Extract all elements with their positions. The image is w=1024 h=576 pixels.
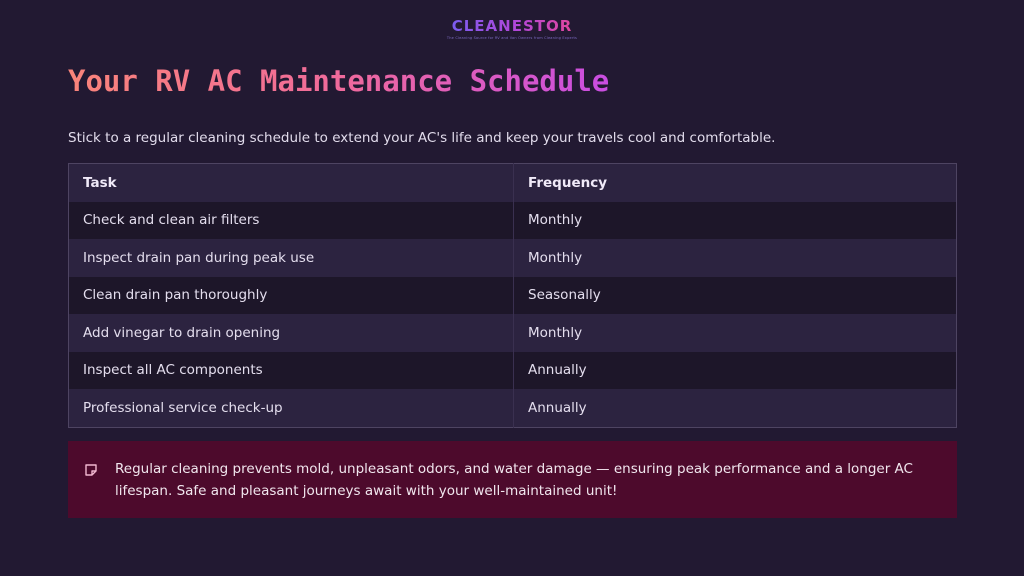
table-row [69, 314, 957, 352]
sticky-note-icon [84, 462, 98, 476]
callout-note [68, 441, 957, 518]
table-row [69, 202, 957, 240]
frequency-cell: Monthly [514, 202, 957, 240]
maintenance-schedule-table [68, 163, 957, 428]
column-header-frequency: Frequency [514, 164, 957, 202]
frequency-cell: Annually [514, 352, 957, 390]
logo-tagline: The Cleaning Source for RV and Van Owners from Cleaning Experts [446, 36, 578, 40]
logo-wordmark: CLEANESTOR [451, 17, 573, 35]
frequency-cell: Annually [514, 389, 957, 427]
callout-text: Regular cleaning prevents mold, unpleasant odors, and water damage — ensuring peak performance and a longer AC lifespan. Safe and pleasant journeys await with your well-maintained unit! [115, 461, 913, 499]
table-row [69, 239, 957, 277]
frequency-cell: Monthly [514, 314, 957, 352]
table-row [69, 277, 957, 315]
page-title: Your RV AC Maintenance Schedule [68, 60, 609, 102]
task-cell: Inspect all AC components [69, 352, 514, 390]
frequency-cell: Seasonally [514, 277, 957, 315]
table-row [69, 352, 957, 390]
table-header-row [69, 164, 957, 202]
frequency-cell: Monthly [514, 239, 957, 277]
task-cell: Add vinegar to drain opening [69, 314, 514, 352]
task-cell: Inspect drain pan during peak use [69, 239, 514, 277]
intro-text: Stick to a regular cleaning schedule to extend your AC's life and keep your travels cool and comfortable. [68, 130, 776, 146]
brand-logo [0, 16, 1024, 40]
column-header-task: Task [69, 164, 514, 202]
task-cell: Clean drain pan thoroughly [69, 277, 514, 315]
task-cell: Professional service check-up [69, 389, 514, 427]
table-row [69, 389, 957, 427]
task-cell: Check and clean air filters [69, 202, 514, 240]
